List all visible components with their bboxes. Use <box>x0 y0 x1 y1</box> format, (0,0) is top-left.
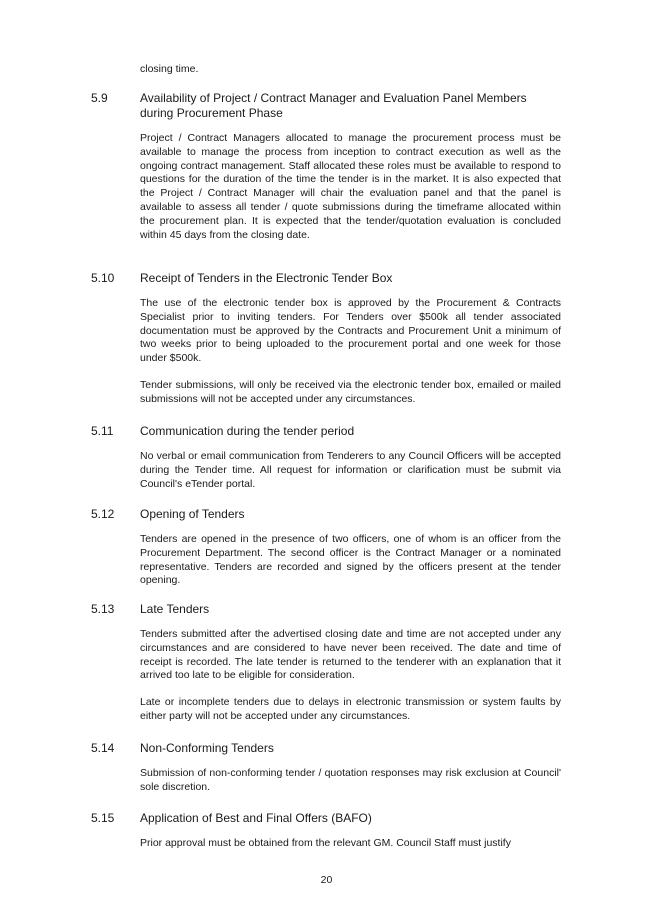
section-heading <box>91 811 561 826</box>
section-paragraph: The use of the electronic tender box is approved by the Procurement & Contracts Specialist prior to inviting tenders. For Tenders over $500k all tender associated documentation must be approved by the Contracts and Procurement Unit a minimum of two weeks prior to being uploaded to the procurement portal and one week for those under $500k. <box>140 297 561 365</box>
section-title: Availability of Project / Contract Manager and Evaluation Panel Members during Procurement Phase <box>140 91 527 120</box>
section-number: 5.9 <box>91 91 108 105</box>
section-5-10 <box>91 271 561 407</box>
section-number: 5.13 <box>91 602 115 616</box>
section-number: 5.10 <box>91 271 115 285</box>
section-number: 5.11 <box>91 424 114 438</box>
section-paragraph: No verbal or email communication from Tenderers to any Council Officers will be accepted during the Tender time. All request for information or clarification must be submit via Council's eTender portal. <box>140 450 561 490</box>
section-heading <box>91 271 561 286</box>
section-number: 5.12 <box>91 507 115 521</box>
section-title: Communication during the tender period <box>140 424 355 438</box>
section-title: Application of Best and Final Offers (BAFO) <box>140 811 372 825</box>
section-paragraph: Prior approval must be obtained from the relevant GM. Council Staff must justify <box>140 837 511 849</box>
section-paragraph: Tenders submitted after the advertised closing date and time are not accepted under any circumstances and are considered to have never been received. The date and time of receipt is recorded. The late tender is returned to the tenderer with an explanation that it arrived too late to be eligible for consideration. <box>140 628 561 682</box>
section-5-9 <box>91 91 561 242</box>
section-number: 5.15 <box>91 811 115 825</box>
section-title: Late Tenders <box>140 602 210 616</box>
section-5-15 <box>91 811 561 851</box>
section-paragraph: Late or incomplete tenders due to delays in electronic transmission or system faults by either party will not be accepted under any circumstances. <box>140 696 561 722</box>
section-heading <box>91 91 561 121</box>
section-title: Non-Conforming Tenders <box>140 741 274 755</box>
section-number: 5.14 <box>91 741 115 755</box>
section-paragraph: Submission of non-conforming tender / quotation responses may risk exclusion at Council' sole discretion. <box>140 767 561 793</box>
section-5-13 <box>91 602 561 724</box>
section-heading <box>91 741 561 756</box>
section-paragraph: Project / Contract Managers allocated to manage the procurement process must be available to manage the process from inception to contract execution as well as the ongoing contract management. Staff allocated these roles must be available to respond to questions for the duration of the time the tender is in the market. It is also expected that the Project / Contract Manager will chair the evaluation panel and that the panel is available to assess all tender / quote submissions during the timeframe allocated within the procurement plan. It is expected that the tender/quotation evaluation is concluded within 45 days from the closing date. <box>140 132 561 241</box>
section-paragraph: Tenders are opened in the presence of two officers, one of whom is an officer from the Procurement Department. The second officer is the Contract Manager or a nominated representative. Tenders are recorded and signed by the officers present at the tender opening. <box>140 533 561 587</box>
lead-text: closing time. <box>140 63 199 75</box>
section-title: Opening of Tenders <box>140 507 245 521</box>
section-paragraph: Tender submissions, will only be received via the electronic tender box, emailed or mailed submissions will not be accepted under any circumstances. <box>140 378 561 405</box>
section-5-14 <box>91 741 561 795</box>
page-number: 20 <box>320 874 333 886</box>
section-5-12 <box>91 507 561 588</box>
section-title: Receipt of Tenders in the Electronic Tender Box <box>140 271 393 285</box>
section-heading <box>91 507 561 522</box>
section-heading <box>91 424 561 439</box>
section-heading <box>91 602 561 617</box>
section-5-11 <box>91 424 561 491</box>
